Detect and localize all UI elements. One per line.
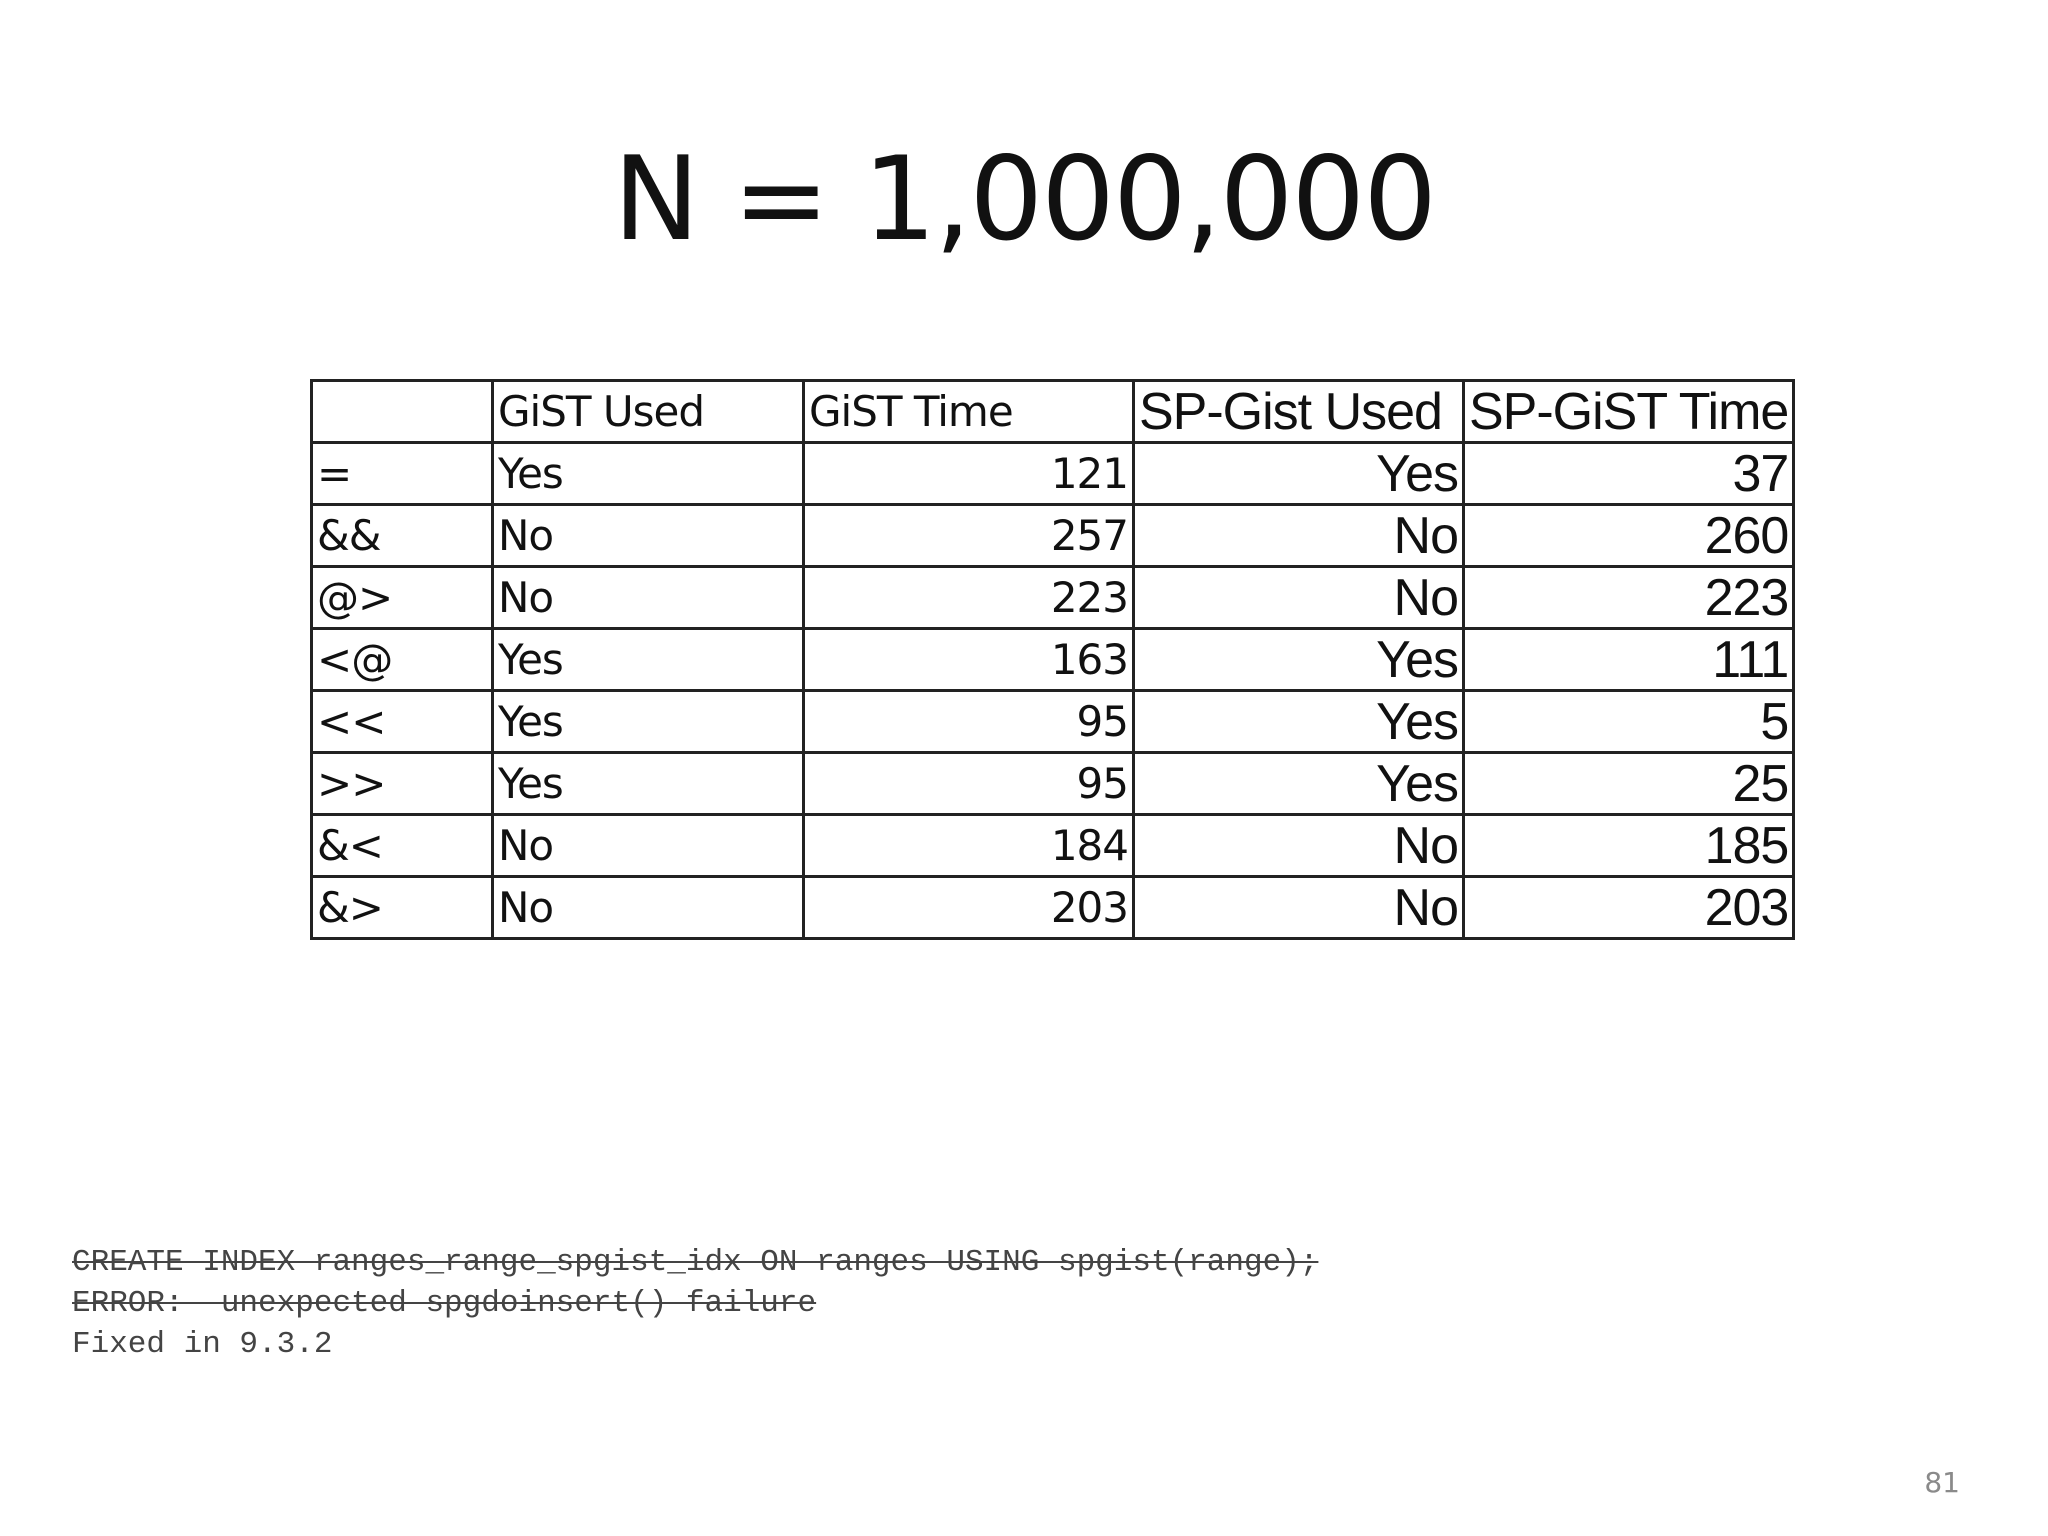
header-cell-spgist-used: SP-Gist Used [1134, 381, 1464, 443]
table-row [312, 567, 1794, 629]
operator-cell: >> [312, 753, 493, 815]
spgist-time-cell: 111 [1464, 629, 1794, 691]
table-row [312, 505, 1794, 567]
gist-used-cell: No [493, 567, 804, 629]
gist-used-cell: Yes [493, 753, 804, 815]
spgist-used-cell: Yes [1134, 691, 1464, 753]
spgist-time-cell: 5 [1464, 691, 1794, 753]
operator-cell: && [312, 505, 493, 567]
gist-used-cell: No [493, 815, 804, 877]
code-note [72, 1242, 1318, 1365]
spgist-time-cell: 203 [1464, 877, 1794, 939]
header-cell-gist-used: GiST Used [493, 381, 804, 443]
table-header-row [312, 381, 1794, 443]
gist-used-cell: Yes [493, 629, 804, 691]
table-row [312, 691, 1794, 753]
gist-used-cell: No [493, 877, 804, 939]
gist-used-cell: Yes [493, 691, 804, 753]
page-number: 81 [1924, 1466, 1960, 1499]
header-cell-gist-time: GiST Time [804, 381, 1134, 443]
code-create-index-line: CREATE INDEX ranges_range_spgist_idx ON ranges USING spgist(range); [72, 1245, 1319, 1280]
header-cell-spgist-time: SP-GiST Time [1464, 381, 1794, 443]
spgist-used-cell: No [1134, 567, 1464, 629]
slide-title: N = 1,000,000 [612, 132, 1436, 267]
table-row [312, 753, 1794, 815]
gist-used-cell: Yes [493, 443, 804, 505]
gist-time-cell: 95 [804, 691, 1134, 753]
gist-time-cell: 95 [804, 753, 1134, 815]
spgist-used-cell: No [1134, 877, 1464, 939]
spgist-used-cell: No [1134, 505, 1464, 567]
gist-time-cell: 203 [804, 877, 1134, 939]
spgist-time-cell: 25 [1464, 753, 1794, 815]
table-row [312, 629, 1794, 691]
operator-cell: << [312, 691, 493, 753]
gist-time-cell: 121 [804, 443, 1134, 505]
spgist-used-cell: Yes [1134, 443, 1464, 505]
spgist-time-cell: 37 [1464, 443, 1794, 505]
gist-time-cell: 223 [804, 567, 1134, 629]
operator-cell: <@ [312, 629, 493, 691]
spgist-time-cell: 185 [1464, 815, 1794, 877]
operator-cell: &> [312, 877, 493, 939]
operator-cell: @> [312, 567, 493, 629]
spgist-time-cell: 223 [1464, 567, 1794, 629]
spgist-used-cell: Yes [1134, 753, 1464, 815]
operator-cell: &< [312, 815, 493, 877]
operator-cell: = [312, 443, 493, 505]
results-table [310, 379, 1795, 940]
gist-time-cell: 257 [804, 505, 1134, 567]
table-row [312, 815, 1794, 877]
spgist-used-cell: Yes [1134, 629, 1464, 691]
code-fixed-line: Fixed in 9.3.2 [72, 1327, 333, 1362]
table-row [312, 877, 1794, 939]
spgist-time-cell: 260 [1464, 505, 1794, 567]
spgist-used-cell: No [1134, 815, 1464, 877]
gist-used-cell: No [493, 505, 804, 567]
code-error-line: ERROR: unexpected spgdoinsert() failure [72, 1286, 817, 1321]
gist-time-cell: 184 [804, 815, 1134, 877]
gist-time-cell: 163 [804, 629, 1134, 691]
header-cell-operator [312, 381, 493, 443]
table-row [312, 443, 1794, 505]
